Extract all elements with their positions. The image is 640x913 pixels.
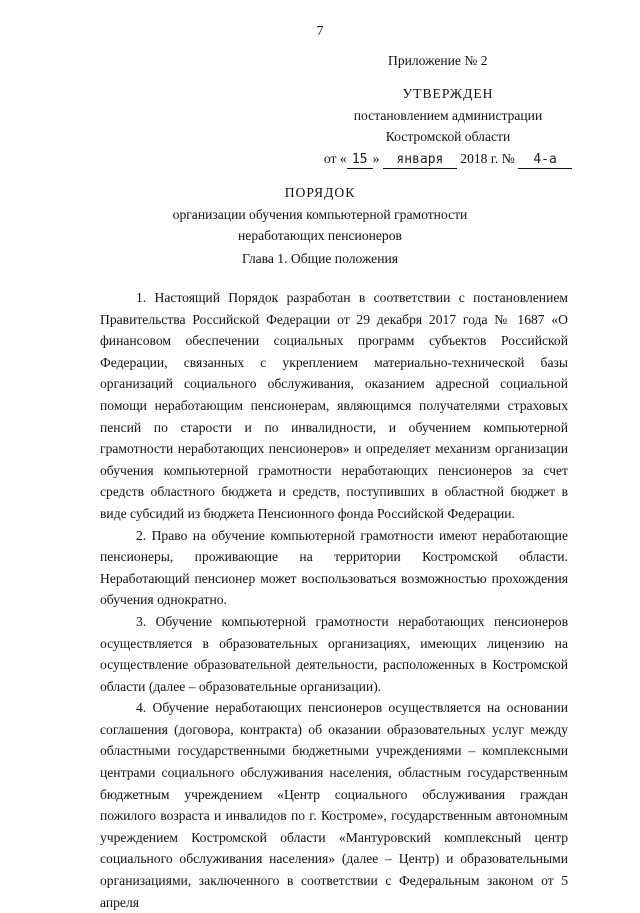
approval-stamp-block (300, 83, 596, 169)
document-title (0, 182, 640, 247)
handwritten-day: 15 (347, 152, 373, 169)
page-number: 7 (316, 23, 324, 38)
paragraph-1: 1. Настоящий Порядок разработан в соответствии с постановлением Правительства Российской Федерации от 29 декабря 2017 года № 1687 «О финансовом обеспечении социальных программ субъектов Российской Федерации, связанных с укреплением материально-технической базы организаций социального обслуживания, оказанием адресной социальной помощи неработающим пенсионерам, являющимся получателями страховых пенсий по старости и по инвалидности, и обучением компьютерной грамотности неработающих пенсионеров» и определяет механизм организации обучения компьютерной грамотности неработающих пенсионеров за счет средств областного бюджета и средств, поступивших в областной бюджет в виде субсидий из бюджета Пенсионного фонда Российской Федерации. (100, 290, 568, 521)
document-body (100, 287, 568, 913)
approved-line-1: постановлением администрации (353, 107, 543, 123)
document-heading: ПОРЯДОК (284, 185, 356, 200)
date-prefix: от « (323, 150, 347, 166)
paragraph-2: 2. Право на обучение компьютерной грамотности имеют неработающие пенсионеры, проживающие на территории Костромской области. Неработающий пенсионер может воспользоваться возможностью прохождения обучения однократно. (100, 527, 568, 608)
document-title-line-1: организации обучения компьютерной грамотности (172, 206, 468, 222)
paragraph-4: 4. Обучение неработающих пенсионеров осуществляется на основании соглашения (договора, контракта) об оказании образовательных услуг между областными государственными бюджетными учреждениями – комплексными центрами социального обслуживания населения, областным государственным бюджетным учреждением «Центр социального обслуживания граждан пожилого возраста и инвалидов по г. Костроме», государственным автономным учреждением Костромской области «Мантуровский комплексный центр социального обслуживания населения» (далее – Центр) и образовательными организациями, заключенного в соответствии с Федеральным законом от 5 апреля (100, 700, 568, 910)
document-title-line-2: неработающих пенсионеров (238, 228, 402, 244)
approval-date-line (300, 148, 596, 170)
paragraph-3: 3. Обучение компьютерной грамотности неработающих пенсионеров осуществляется в образовательных организациях, имеющих лицензию на осуществление образовательной деятельности, расположенных в Костромской области (далее – образовательные организации). (100, 613, 568, 694)
year-text: 2018 г. № (460, 150, 515, 166)
date-quote-close: » (372, 150, 380, 166)
appendix-label: Приложение № 2 (388, 53, 488, 68)
chapter-title: Глава 1. Общие положения (241, 251, 398, 266)
approved-line-2: Костромской области (385, 129, 511, 145)
approved-title: УТВЕРЖДЕН (402, 86, 494, 101)
handwritten-month: января (383, 152, 457, 169)
handwritten-number: 4-а (518, 152, 572, 169)
